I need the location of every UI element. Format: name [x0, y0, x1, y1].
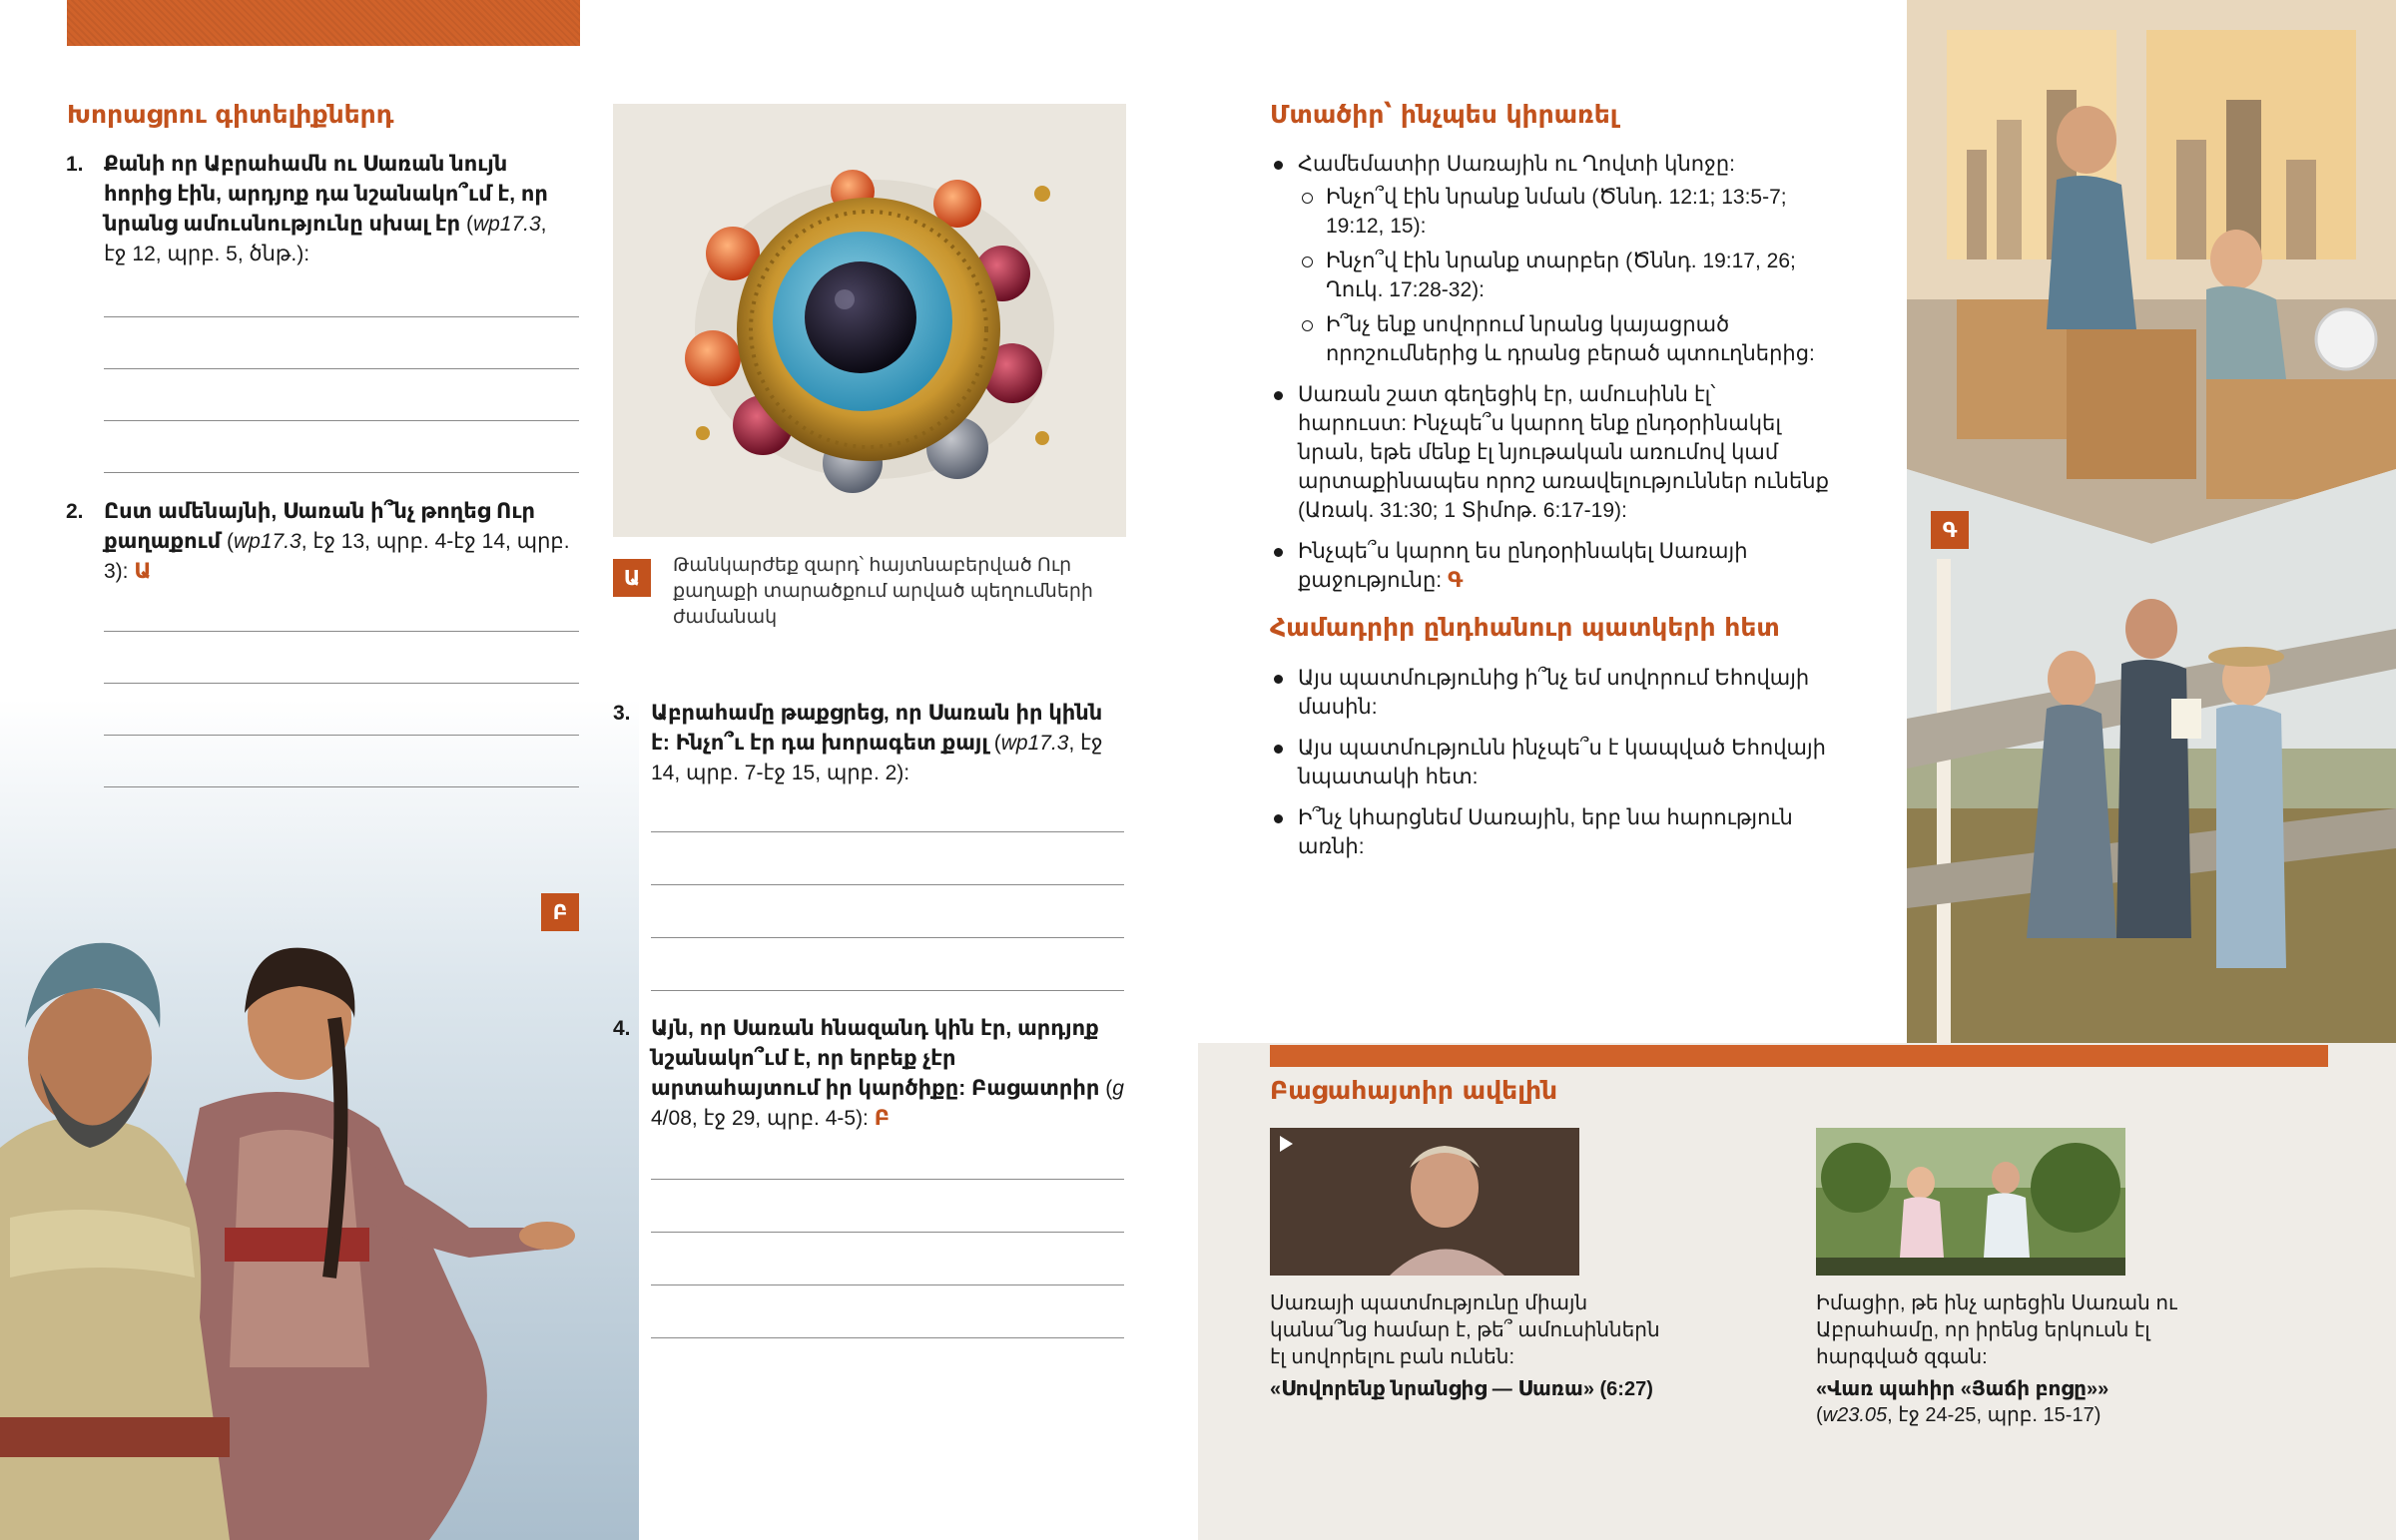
ministry-conversation-photo [1907, 469, 2396, 1043]
answer-line[interactable] [651, 1232, 1124, 1233]
section-title-apply: Մտածիր՝ ինչպես կիրառել [1270, 100, 1618, 129]
bullet-item: Այս պատմությունից ի՞նչ եմ սովորում Եհովայի մասին: [1270, 664, 1829, 722]
sub-bullet-list [1298, 183, 1829, 368]
bullet-item: Այս պատմությունն ինչպե՞ս է կապված Եհովայի նպատակի հետ: [1270, 734, 1829, 791]
bullet-item: Սառան շատ գեղեցիկ էր, ամուսինն էլ՝ հարուստ: Ինչպե՞ս կարող ենք ընդօրինակել նրան, եթե մենք էլ նյութական առումով կամ արտաքինապես որոշ առավելություններ ունենք (Առակ. 31:30; 1 Տիմոթ. 6:17-19): [1270, 380, 1829, 525]
sub-bullet-item: Ինչո՞վ էին նրանք տարբեր (Ծննդ. 19:17, 26; Ղուկ. 17:28-32): [1298, 247, 1829, 304]
answer-line[interactable] [651, 937, 1124, 938]
section-title-deepen: Խորացրու գիտելիքներդ [67, 100, 394, 129]
explore-item-1-link[interactable]: «Սովորենք նրանցից — Սառա» (6:27) [1270, 1378, 1653, 1400]
explore-item-2-reference: (w23.05, էջ 24-25, պրբ. 15-17) [1816, 1404, 2101, 1426]
answer-line[interactable] [104, 735, 579, 736]
bullet-item: Ի՞նչ կհարցնեմ Սառային, երբ նա հարություն առնի: [1270, 803, 1829, 861]
answer-line[interactable] [651, 1179, 1124, 1180]
answer-line[interactable] [104, 683, 579, 684]
answer-line[interactable] [104, 631, 579, 632]
moving-family-photo [1907, 0, 2396, 564]
sub-bullet-item: Ի՞նչ ենք սովորում նրանց կայացրած որոշումներից և դրանց բերած պտուղներից: [1298, 310, 1829, 368]
abraham-sarah-illustration [0, 898, 619, 1540]
explore-item-2-link[interactable]: «Վառ պահիր «Յաճի բոցը»» [1816, 1378, 2109, 1400]
bullet-item: Ինչպե՞ս կարող ես ընդօրինակել Սառայի քաջությունը: Գ [1270, 537, 1829, 595]
explore-bar [1270, 1045, 2328, 1067]
video-thumbnail-sarah[interactable] [1270, 1128, 1579, 1276]
article-thumbnail-couple[interactable] [1816, 1128, 2125, 1276]
image-tag-g: Գ [1931, 511, 1969, 549]
question-1: 1. Քանի որ Աբրահամն ու Սառան նույն հորից էին, արդյոք դա նշանակո՞ւմ է, որ նրանց ամուսնությունը սխալ էր (wp17.3, էջ 12, պրբ. 5, ծնթ.): [66, 153, 548, 265]
answer-line[interactable] [104, 472, 579, 473]
explore-item-2-text: Իմացիր, թե ինչ արեցին Սառան ու Աբրահամը, որ իրենց երկուսն էլ հարգված զգան: [1816, 1292, 2177, 1368]
image-caption: Թանկարժեք զարդ՝ հայտնաբերված Ուր քաղաքի տարածքում արված պեղումների ժամանակ [673, 555, 1093, 628]
bigpicture-bullet-list [1270, 664, 1829, 873]
image-ref-letter: Ա [134, 560, 152, 583]
question-3: 3. Աբրահամը թաքցրեց, որ Սառան իր կինն է: Ինչո՞ւ էր դա խորագետ քայլ (wp17.3, էջ 14, պրբ. 7-էջ 15, պրբ. 2): [613, 702, 1103, 784]
answer-line[interactable] [651, 884, 1124, 885]
sub-bullet-item: Ինչո՞վ էին նրանք նման (Ծննդ. 12:1; 13:5-7; 19:12, 15): [1298, 183, 1829, 241]
explore-item-1-text: Սառայի պատմությունը միայն կանա՞նց համար է, թե՞ ամուսիններն էլ սովորելու բան ունեն: [1270, 1292, 1660, 1368]
play-icon[interactable] [1280, 1136, 1293, 1152]
answer-line[interactable] [651, 831, 1124, 832]
answer-line[interactable] [651, 1337, 1124, 1338]
bullet-item: Համեմատիր Սառային ու Ղովտի կնոջը: Ինչո՞վ էին նրանք նման (Ծննդ. 12:1; 13:5-7; 19:12, 15): Ինչո՞վ էին նրանք տարբեր (Ծննդ. 19:17, 26; Ղուկ. 17:28-32): Ի՞նչ ենք սովորում նրանց կայացրած որոշումներից և դրանց բերած պտուղներից: [1270, 150, 1829, 368]
image-tag-a: Ա [613, 559, 651, 597]
answer-line[interactable] [651, 990, 1124, 991]
apply-bullet-list [1270, 150, 1829, 607]
section-title-explore: Բացահայտիր ավելին [1270, 1076, 1558, 1105]
image-tag-b: Բ [541, 893, 579, 931]
question-4: 4. Այն, որ Սառան հնազանդ կին էր, արդյոք նշանակո՞ւմ է, որ երբեք չէր արտահայտում իր կարծիքը: Բացատրիր (g 4/08, էջ 29, պրբ. 4-5): Բ [613, 1017, 1124, 1130]
jewel-brooch-image [613, 104, 1126, 537]
decorative-top-tab [67, 0, 580, 46]
answer-line[interactable] [651, 1284, 1124, 1285]
answer-line[interactable] [104, 786, 579, 787]
image-ref-letter: Բ [874, 1107, 891, 1130]
section-title-bigpicture: Համադրիր ընդհանուր պատկերի հետ [1270, 613, 1780, 642]
answer-line[interactable] [104, 316, 579, 317]
question-2: 2. Ըստ ամենայնի, Սառան ի՞նչ թողեց Ուր քաղաքում (wp17.3, էջ 13, պրբ. 4-էջ 14, պրբ. 3): Ա [66, 500, 570, 583]
answer-line[interactable] [104, 420, 579, 421]
image-ref-letter: Գ [1447, 569, 1464, 592]
answer-line[interactable] [104, 368, 579, 369]
